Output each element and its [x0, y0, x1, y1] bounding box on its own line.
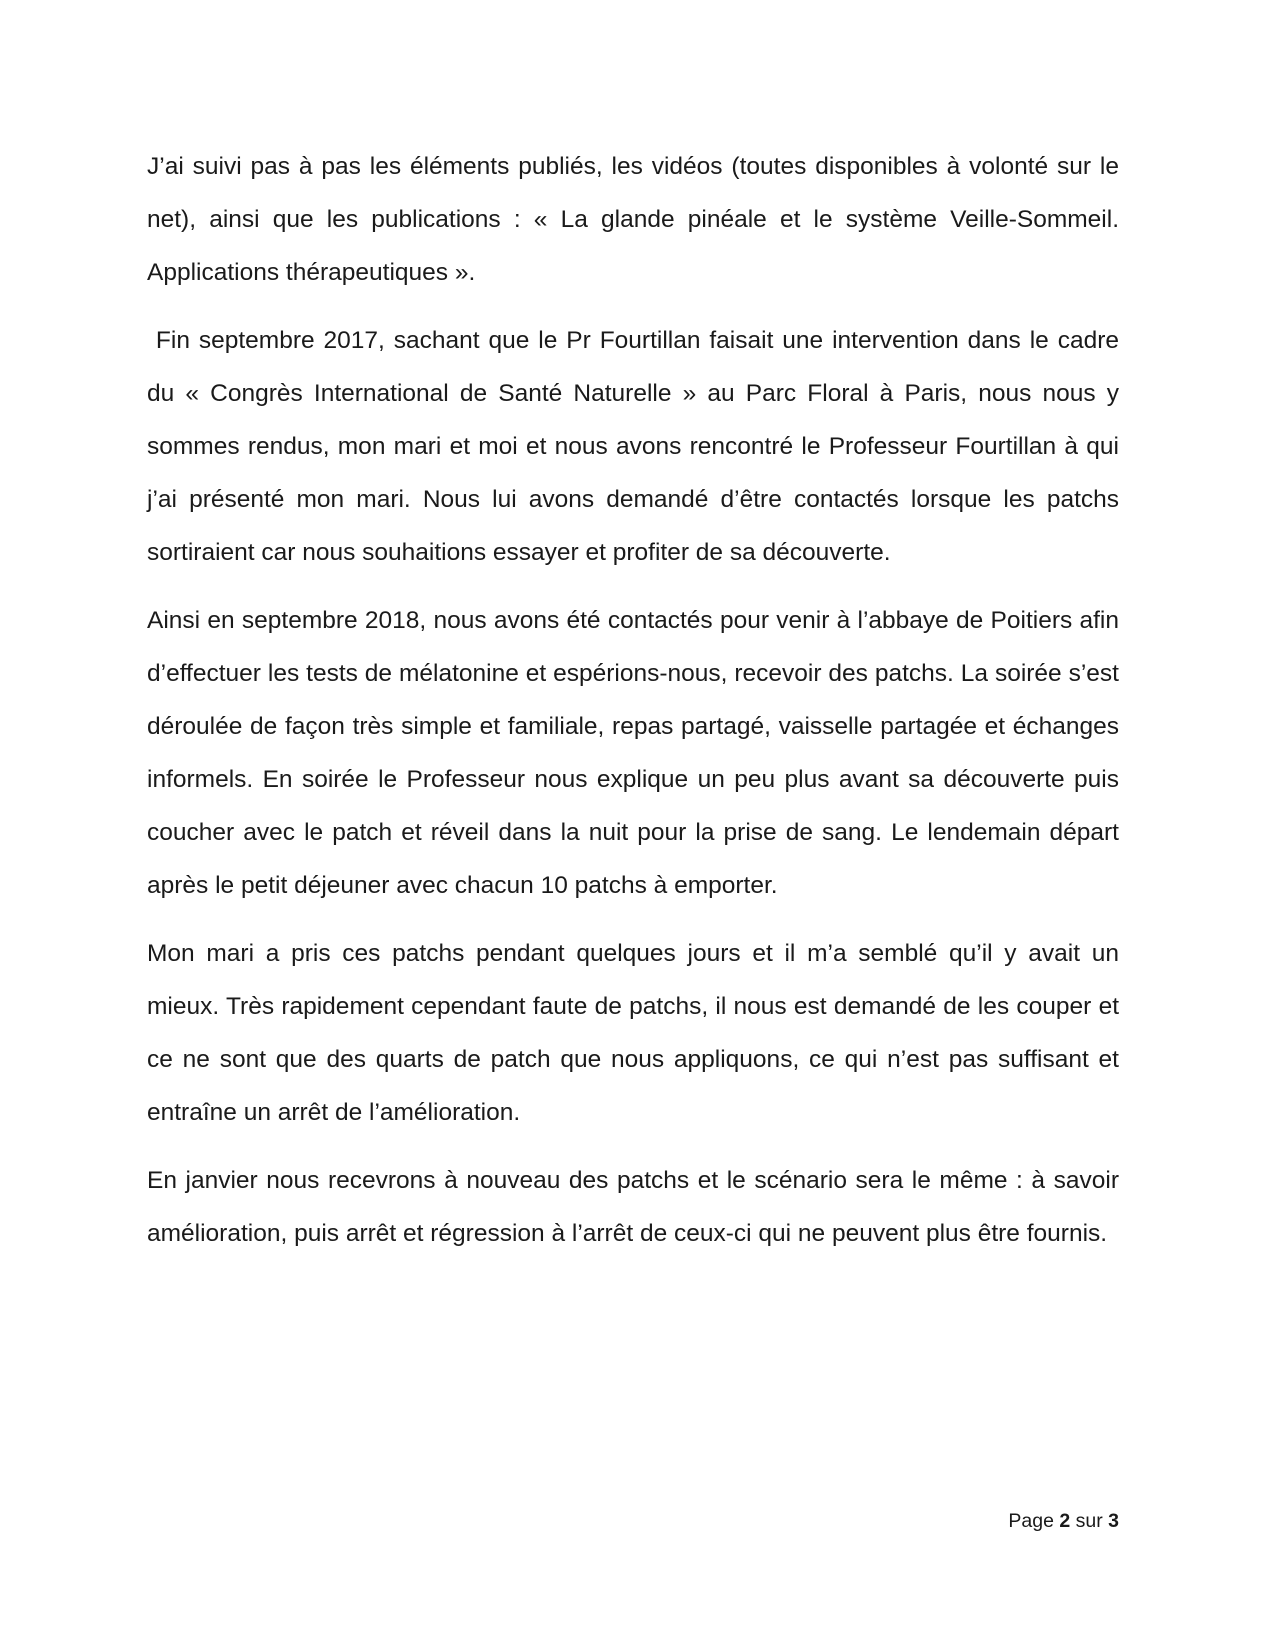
- paragraph-1: J’ai suivi pas à pas les éléments publiés, les vidéos (toutes disponibles à volonté sur le net), ainsi que les publications : « La glande pinéale et le système Veille-Sommeil. Applications thérapeutiques ».: [147, 153, 1119, 286]
- of-word: sur: [1075, 1510, 1103, 1532]
- page-footer: [1008, 1510, 1119, 1533]
- paragraph-3: Ainsi en septembre 2018, nous avons été contactés pour venir à l’abbaye de Poitiers afin d’effectuer les tests de mélatonine et espérions-nous, recevoir des patchs. La soirée s’est déroulée de façon très simple et familiale, repas partagé, vaisselle partagée et échanges informels. En soirée le Professeur nous explique un peu plus avant sa découverte puis coucher avec le patch et réveil dans la nuit pour la prise de sang. Le lendemain départ après le petit déjeuner avec chacun 10 patchs à emporter.: [147, 607, 1119, 899]
- document-body: [147, 140, 1126, 1275]
- paragraph-2: Fin septembre 2017, sachant que le Pr Fourtillan faisait une intervention dans le cadre du « Congrès International de Santé Naturelle » au Parc Floral à Paris, nous nous y sommes rendus, mon mari et moi et nous avons rencontré le Professeur Fourtillan à qui j’ai présenté mon mari. Nous lui avons demandé d’être contactés lorsque les patchs sortiraient car nous souhaitions essayer et profiter de sa découverte.: [147, 327, 1126, 566]
- page-number: 2: [1059, 1510, 1071, 1532]
- total-pages: 3: [1108, 1510, 1119, 1532]
- paragraph-4: Mon mari a pris ces patchs pendant quelques jours et il m’a semblé qu’il y avait un mieux. Très rapidement cependant faute de patchs, il nous est demandé de les couper et ce ne sont que des quarts de patch que nous appliquons, ce qui n’est pas suffisant et entraîne un arrêt de l’amélioration.: [147, 940, 1119, 1126]
- paragraph-5: En janvier nous recevrons à nouveau des patchs et le scénario sera le même : à savoir amélioration, puis arrêt et régression à l’arrêt de ceux-ci qui ne peuvent plus être fournis.: [147, 1167, 1119, 1247]
- page-word: Page: [1008, 1510, 1054, 1532]
